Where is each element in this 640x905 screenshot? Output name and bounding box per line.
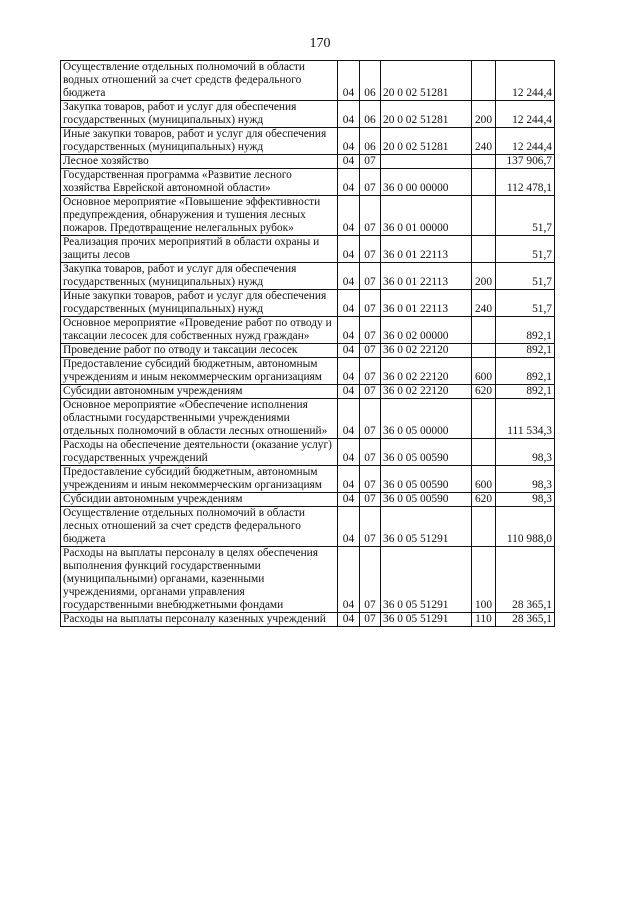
row-section-code: 04 [338, 61, 360, 101]
row-section-code: 04 [338, 290, 360, 317]
row-section-code: 04 [338, 613, 360, 627]
row-expense-type: 620 [472, 493, 496, 507]
budget-table [60, 60, 555, 627]
row-name: Закупка товаров, работ и услуг для обеспечения государственных (муниципальных) нужд [61, 263, 338, 290]
row-target-article: 36 0 02 22120 [381, 344, 472, 358]
row-expense-type: 110 [472, 613, 496, 627]
row-expense-type [472, 61, 496, 101]
row-amount: 51,7 [496, 196, 555, 236]
row-name: Иные закупки товаров, работ и услуг для обеспечения государственных (муниципальных) нужд [61, 128, 338, 155]
row-subsection-code: 07 [360, 236, 381, 263]
row-name: Реализация прочих мероприятий в области охраны и защиты лесов [61, 236, 338, 263]
row-section-code: 04 [338, 358, 360, 385]
row-target-article: 36 0 05 51291 [381, 507, 472, 547]
row-target-article: 20 0 02 51281 [381, 101, 472, 128]
row-amount: 12 244,4 [496, 61, 555, 101]
row-target-article: 36 0 01 22113 [381, 236, 472, 263]
row-subsection-code: 07 [360, 317, 381, 344]
table-row [61, 466, 555, 493]
row-target-article: 36 0 05 00590 [381, 439, 472, 466]
row-expense-type [472, 196, 496, 236]
row-expense-type [472, 317, 496, 344]
row-section-code: 04 [338, 101, 360, 128]
row-name: Государственная программа «Развитие лесного хозяйства Еврейской автономной области» [61, 169, 338, 196]
row-expense-type [472, 169, 496, 196]
row-section-code: 04 [338, 385, 360, 399]
row-name: Осуществление отдельных полномочий в области лесных отношений за счет средств федерального бюджета [61, 507, 338, 547]
row-target-article: 20 0 02 51281 [381, 128, 472, 155]
row-subsection-code: 07 [360, 196, 381, 236]
row-name: Закупка товаров, работ и услуг для обеспечения государственных (муниципальных) нужд [61, 101, 338, 128]
row-subsection-code: 07 [360, 507, 381, 547]
table-row [61, 358, 555, 385]
row-section-code: 04 [338, 196, 360, 236]
table-row [61, 196, 555, 236]
row-section-code: 04 [338, 507, 360, 547]
row-subsection-code: 07 [360, 399, 381, 439]
row-amount: 98,3 [496, 466, 555, 493]
row-expense-type: 240 [472, 128, 496, 155]
row-target-article: 36 0 01 22113 [381, 263, 472, 290]
row-section-code: 04 [338, 466, 360, 493]
table-row [61, 439, 555, 466]
row-subsection-code: 07 [360, 358, 381, 385]
row-target-article: 36 0 05 00590 [381, 466, 472, 493]
row-expense-type [472, 439, 496, 466]
row-expense-type: 100 [472, 547, 496, 613]
row-section-code: 04 [338, 263, 360, 290]
row-expense-type: 200 [472, 101, 496, 128]
row-target-article: 36 0 05 51291 [381, 613, 472, 627]
row-amount: 110 988,0 [496, 507, 555, 547]
page-number: 170 [309, 36, 331, 51]
row-target-article: 36 0 05 00590 [381, 493, 472, 507]
row-target-article: 36 0 02 00000 [381, 317, 472, 344]
row-subsection-code: 07 [360, 493, 381, 507]
row-expense-type: 620 [472, 385, 496, 399]
row-amount: 28 365,1 [496, 547, 555, 613]
row-section-code: 04 [338, 236, 360, 263]
row-subsection-code: 07 [360, 290, 381, 317]
row-name: Расходы на выплаты персоналу казенных учреждений [61, 613, 338, 627]
row-section-code: 04 [338, 317, 360, 344]
row-target-article: 36 0 05 51291 [381, 547, 472, 613]
row-amount: 892,1 [496, 385, 555, 399]
row-amount: 112 478,1 [496, 169, 555, 196]
row-expense-type: 600 [472, 466, 496, 493]
table-row [61, 344, 555, 358]
row-section-code: 04 [338, 399, 360, 439]
row-section-code: 04 [338, 169, 360, 196]
row-section-code: 04 [338, 439, 360, 466]
row-amount: 98,3 [496, 439, 555, 466]
row-name: Основное мероприятие «Проведение работ по отводу и таксации лесосек для собственных нужд граждан» [61, 317, 338, 344]
row-name: Осуществление отдельных полномочий в области водных отношений за счет средств федерального бюджета [61, 61, 338, 101]
table-row [61, 547, 555, 613]
row-section-code: 04 [338, 493, 360, 507]
row-subsection-code: 07 [360, 344, 381, 358]
row-subsection-code: 07 [360, 547, 381, 613]
row-expense-type: 600 [472, 358, 496, 385]
row-target-article: 36 0 01 00000 [381, 196, 472, 236]
row-name: Расходы на выплаты персоналу в целях обеспечения выполнения функций государственными (муниципальными) органами, казенными учреждениями, органами управления государственными внебюджетными фондами [61, 547, 338, 613]
table-row [61, 507, 555, 547]
row-name: Лесное хозяйство [61, 155, 338, 169]
row-target-article: 36 0 00 00000 [381, 169, 472, 196]
row-target-article: 20 0 02 51281 [381, 61, 472, 101]
table-row [61, 613, 555, 627]
table-row [61, 169, 555, 196]
table-row [61, 155, 555, 169]
table-row [61, 493, 555, 507]
table-row [61, 128, 555, 155]
table-row [61, 399, 555, 439]
row-subsection-code: 07 [360, 263, 381, 290]
row-amount: 51,7 [496, 290, 555, 317]
table-row [61, 61, 555, 101]
row-subsection-code: 07 [360, 385, 381, 399]
row-subsection-code: 07 [360, 613, 381, 627]
row-name: Расходы на обеспечение деятельности (оказание услуг) государственных учреждений [61, 439, 338, 466]
table-row [61, 236, 555, 263]
row-subsection-code: 06 [360, 61, 381, 101]
row-section-code: 04 [338, 344, 360, 358]
budget-table-body [61, 61, 555, 627]
row-name: Предоставление субсидий бюджетным, автономным учреждениям и иным некоммерческим организациям [61, 358, 338, 385]
row-name: Субсидии автономным учреждениям [61, 493, 338, 507]
table-row [61, 263, 555, 290]
row-section-code: 04 [338, 128, 360, 155]
row-expense-type [472, 344, 496, 358]
row-expense-type [472, 236, 496, 263]
row-target-article: 36 0 02 22120 [381, 358, 472, 385]
row-subsection-code: 07 [360, 169, 381, 196]
row-name: Иные закупки товаров, работ и услуг для обеспечения государственных (муниципальных) нужд [61, 290, 338, 317]
row-section-code: 04 [338, 155, 360, 169]
row-amount: 51,7 [496, 236, 555, 263]
row-amount: 111 534,3 [496, 399, 555, 439]
row-amount: 98,3 [496, 493, 555, 507]
row-target-article: 36 0 01 22113 [381, 290, 472, 317]
table-row [61, 317, 555, 344]
row-expense-type [472, 399, 496, 439]
row-name: Предоставление субсидий бюджетным, автономным учреждениям и иным некоммерческим организациям [61, 466, 338, 493]
row-subsection-code: 07 [360, 466, 381, 493]
row-name: Субсидии автономным учреждениям [61, 385, 338, 399]
row-target-article: 36 0 05 00000 [381, 399, 472, 439]
row-subsection-code: 06 [360, 128, 381, 155]
row-expense-type [472, 155, 496, 169]
row-name: Проведение работ по отводу и таксации лесосек [61, 344, 338, 358]
row-subsection-code: 07 [360, 155, 381, 169]
row-expense-type: 240 [472, 290, 496, 317]
row-name: Основное мероприятие «Обеспечение исполнения областными государственными учреждениями отдельных полномочий в области лесных отношений» [61, 399, 338, 439]
row-amount: 137 906,7 [496, 155, 555, 169]
table-row [61, 385, 555, 399]
row-amount: 892,1 [496, 317, 555, 344]
row-section-code: 04 [338, 547, 360, 613]
row-target-article: 36 0 02 22120 [381, 385, 472, 399]
row-name: Основное мероприятие «Повышение эффективности предупреждения, обнаружения и тушения лесных пожаров. Предотвращение нелегальных рубок» [61, 196, 338, 236]
row-amount: 51,7 [496, 263, 555, 290]
row-expense-type: 200 [472, 263, 496, 290]
row-subsection-code: 06 [360, 101, 381, 128]
row-amount: 28 365,1 [496, 613, 555, 627]
table-row [61, 101, 555, 128]
row-amount: 12 244,4 [496, 128, 555, 155]
row-expense-type [472, 507, 496, 547]
row-subsection-code: 07 [360, 439, 381, 466]
row-amount: 892,1 [496, 344, 555, 358]
table-row [61, 290, 555, 317]
row-amount: 12 244,4 [496, 101, 555, 128]
row-amount: 892,1 [496, 358, 555, 385]
row-target-article [381, 155, 472, 169]
